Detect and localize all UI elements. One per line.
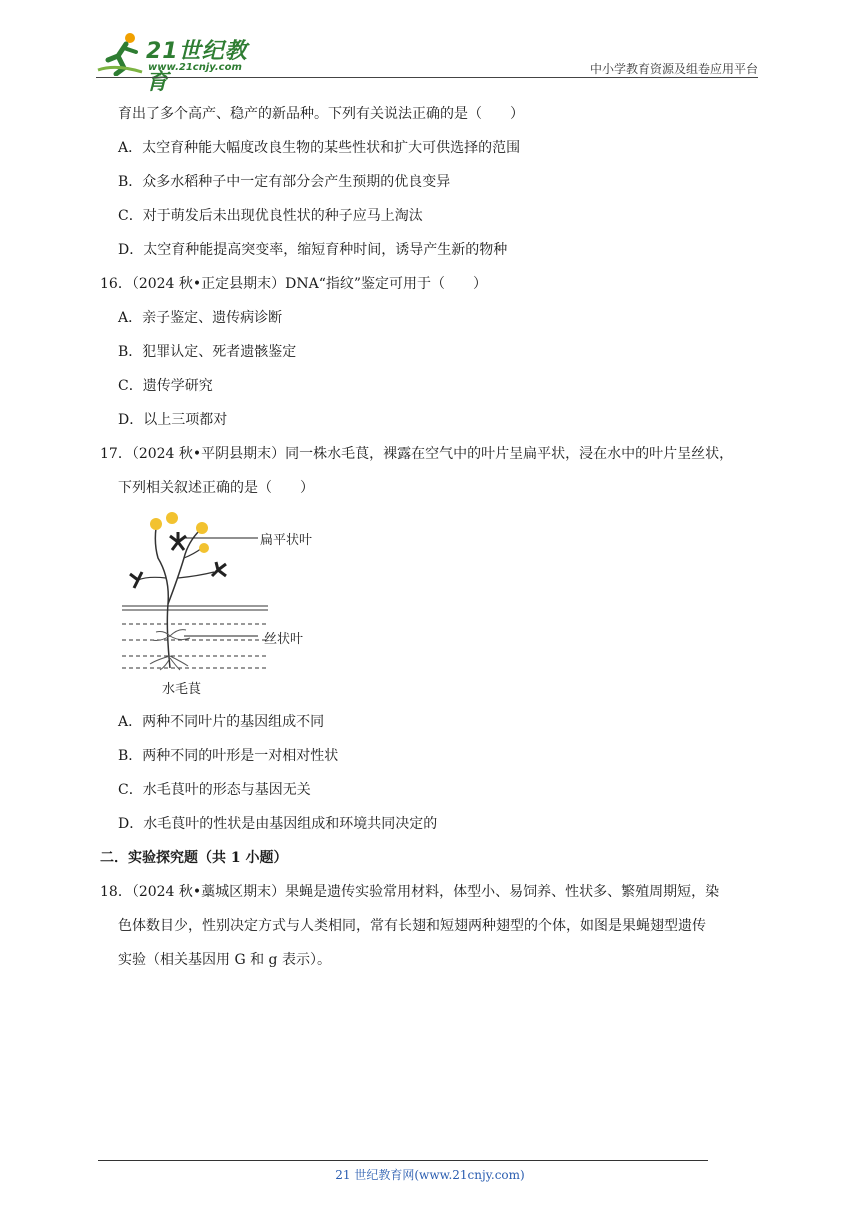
q15-option-b: B．众多水稻种子中一定有部分会产生预期的优良变异 [118, 174, 451, 190]
q17-stem-line1: 17．（2024 秋•平阴县期末）同一株水毛茛，裸露在空气中的叶片呈扁平状，浸在水中的叶片呈丝状， [100, 446, 734, 462]
q17-option-a: A．两种不同叶片的基因组成不同 [118, 714, 325, 730]
q16-option-a: A．亲子鉴定、遗传病诊断 [118, 310, 283, 326]
footer-text: 21 世纪教育网(www.21cnjy.com) [335, 1168, 525, 1182]
q16-stem: 16．（2024 秋•正定县期末）DNA“指纹”鉴定可用于（ ） [100, 276, 488, 292]
q18-line2: 色体数目少，性别决定方式与人类相同，常有长翅和短翅两种翅型的个体，如图是果蝇翅型遗传 [118, 918, 706, 934]
q16-option-d: D．以上三项都对 [118, 412, 228, 428]
q17-option-c: C．水毛茛叶的形态与基因无关 [118, 782, 311, 798]
q18-line1: 18．（2024 秋•藁城区期末）果蝇是遗传实验常用材料，体型小、易饲养、性状多、繁殖周期短，染 [100, 884, 720, 900]
q17-stem-line2: 下列相关叙述正确的是（ ） [118, 480, 314, 496]
footer-divider [98, 1160, 708, 1161]
label-thread-leaf: 丝状叶 [264, 632, 304, 647]
q15-stem: 育出了多个高产、稳产的新品种。下列有关说法正确的是（ ） [118, 106, 524, 122]
q17-option-d: D．水毛茛叶的性状是由基因组成和环境共同决定的 [118, 816, 438, 832]
q15-option-c: C．对于萌发后未出现优良性状的种子应马上淘汰 [118, 208, 423, 224]
runner-icon [96, 30, 148, 76]
page-header [96, 30, 758, 95]
q17-option-b: B．两种不同的叶形是一对相对性状 [118, 748, 339, 764]
q16-option-b: B．犯罪认定、死者遗骸鉴定 [118, 344, 297, 360]
q18-line3: 实验（相关基因用 G 和 g 表示）。 [118, 952, 331, 968]
logo-url: www.21cnjy.com [148, 62, 242, 73]
label-flat-leaf: 扁平状叶 [260, 533, 313, 548]
logo-text: 21世纪教育 [146, 39, 248, 95]
q15-option-a: A．太空育种能大幅度改良生物的某些性状和扩大可供选择的范围 [118, 140, 521, 156]
section-title: 二．实验探究题（共 1 小题） [100, 850, 288, 866]
plant-figure [118, 508, 338, 698]
logo [96, 30, 266, 95]
q16-option-c: C．遗传学研究 [118, 378, 213, 394]
figure-caption: 水毛茛 [162, 682, 202, 697]
header-divider [96, 77, 758, 78]
q15-option-d: D．太空育种能提高突变率，缩短育种时间，诱导产生新的物种 [118, 242, 508, 258]
platform-title: 中小学教育资源及组卷应用平台 [589, 62, 758, 76]
